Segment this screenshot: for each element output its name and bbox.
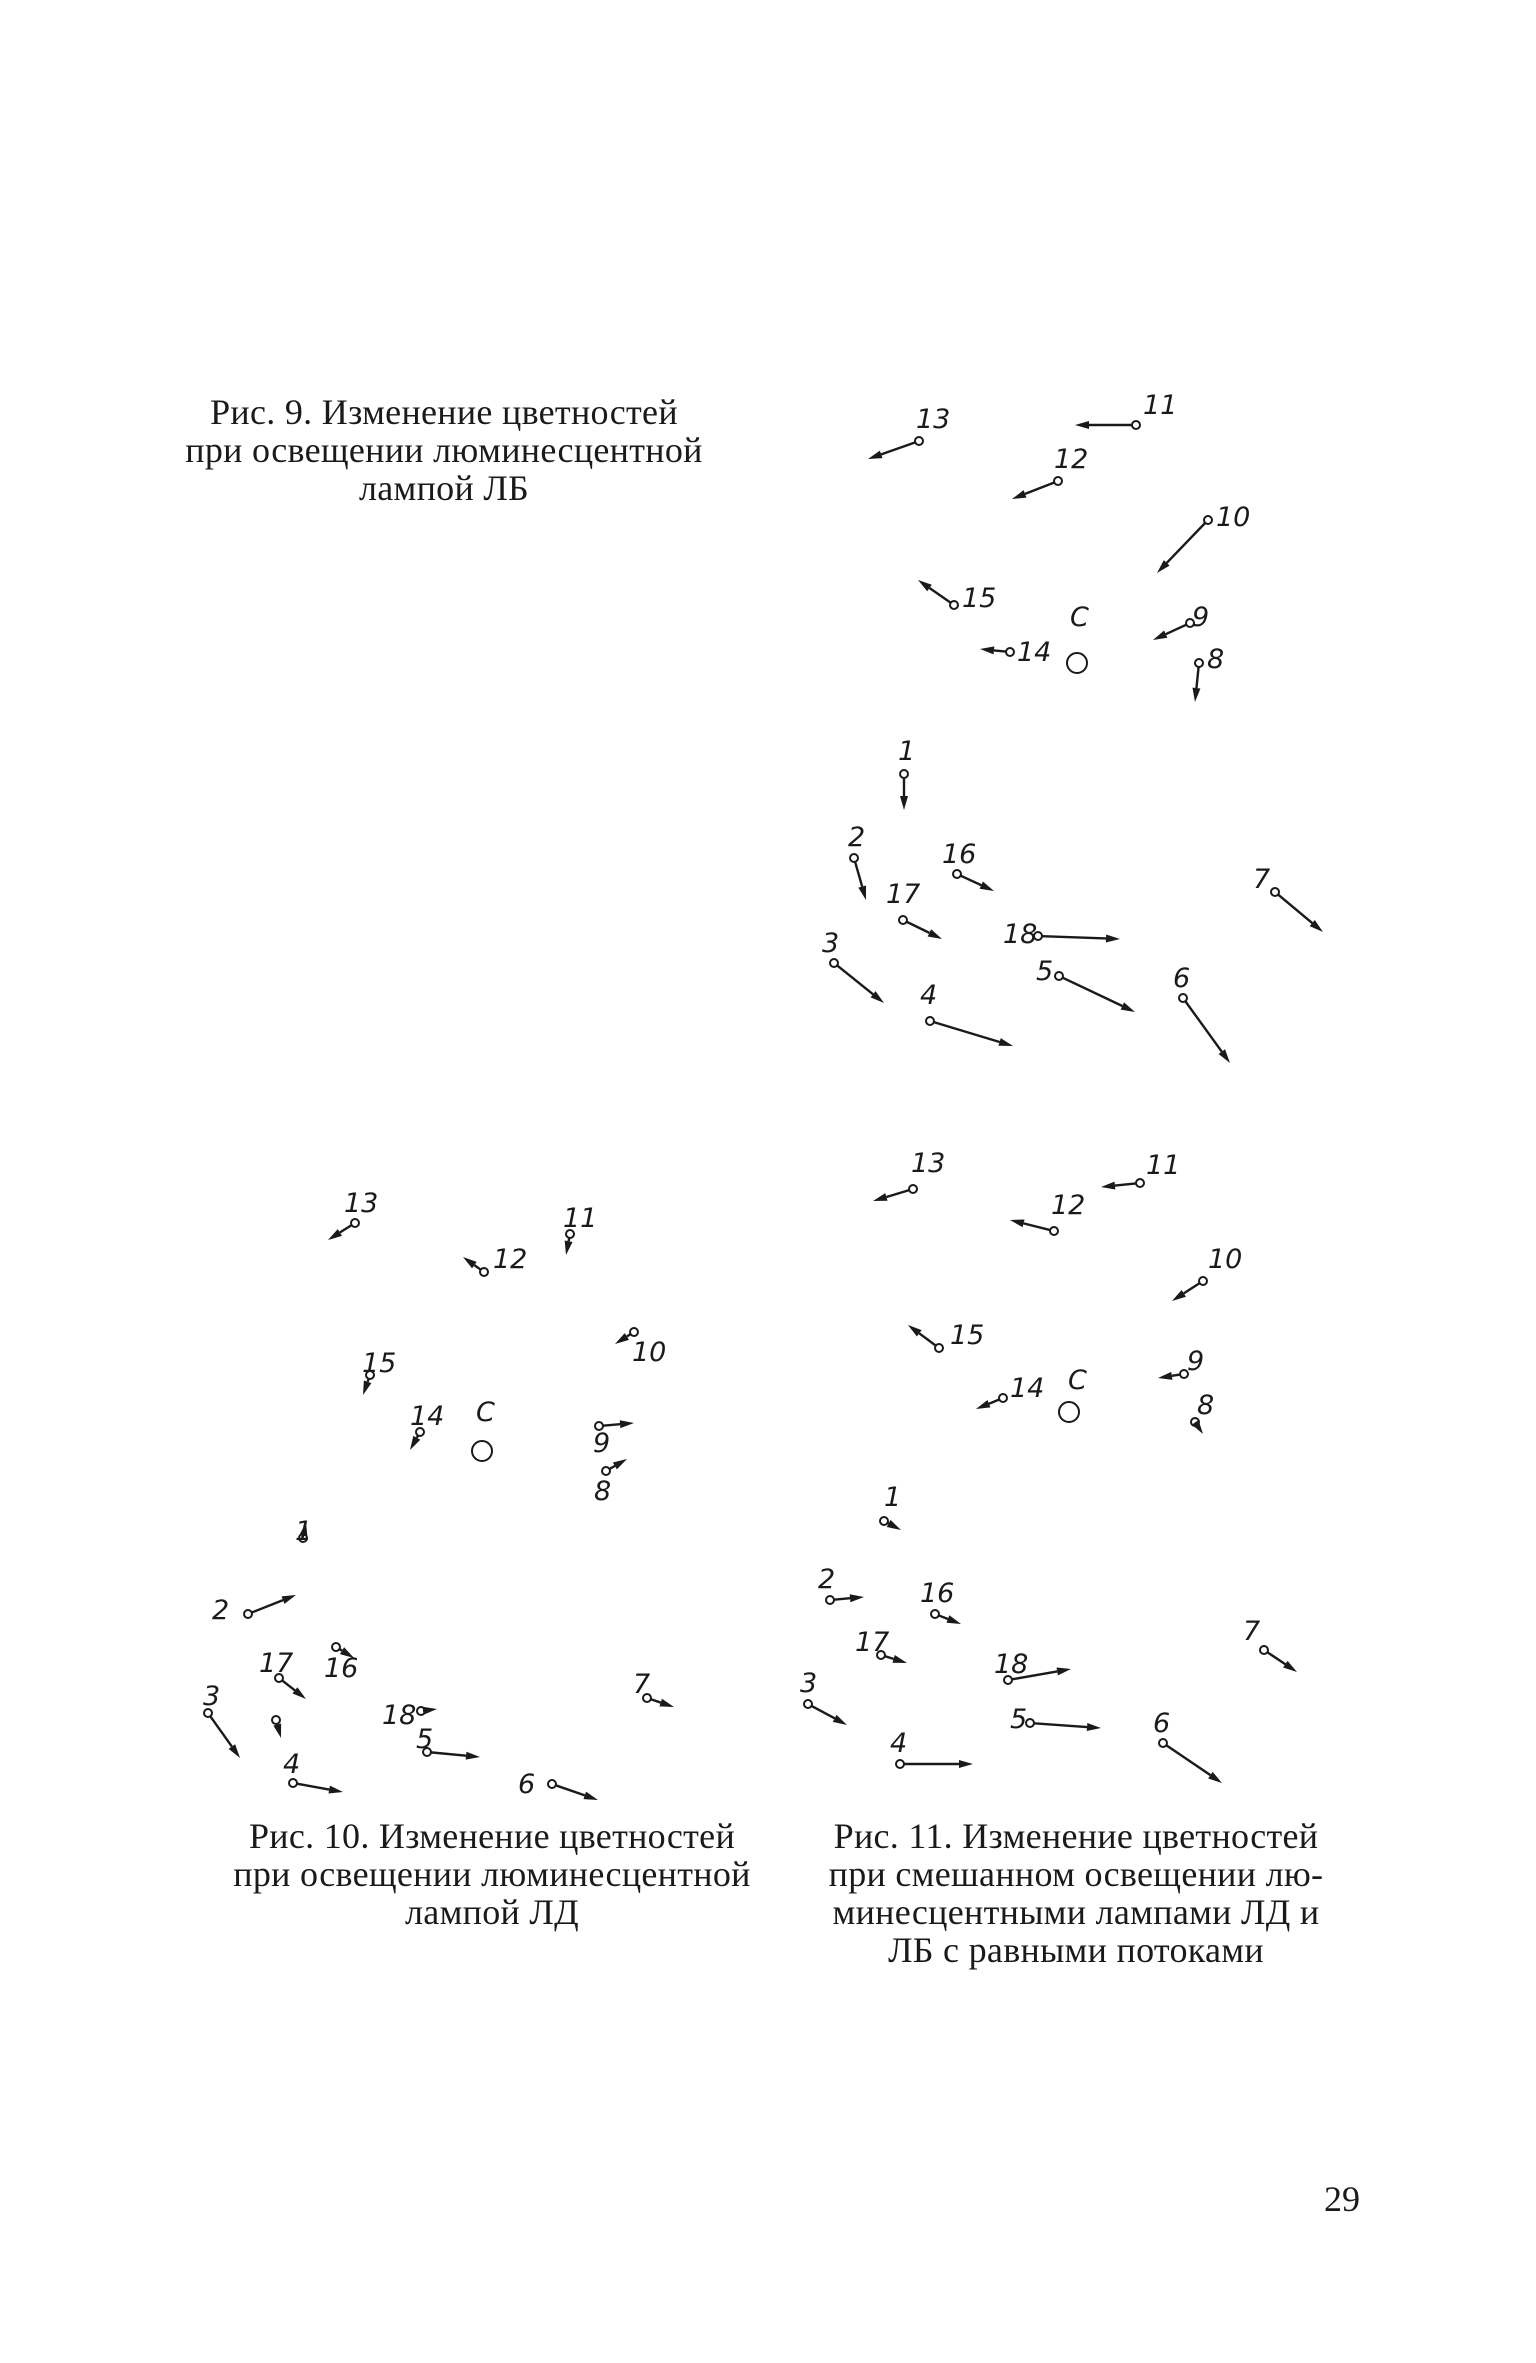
sample-start-point <box>1159 1739 1167 1747</box>
shift-vector-line <box>1115 1183 1136 1185</box>
caption-line: при освещении люминесцентной <box>233 1854 751 1894</box>
sample-start-point <box>880 1517 888 1525</box>
sample-label-13: 13 <box>344 1188 379 1219</box>
shift-vector-line <box>1267 1652 1285 1664</box>
sample-start-point <box>826 1596 834 1604</box>
sample-label-14: 14 <box>1010 1373 1045 1404</box>
caption-line: при освещении люминесцентной <box>185 430 703 470</box>
sample-label-1: 1 <box>884 1482 902 1513</box>
sample-label-6: 6 <box>1173 963 1191 994</box>
sample-label-15: 15 <box>962 583 997 614</box>
sample-start-point <box>1199 1277 1207 1285</box>
sample-label-10: 10 <box>1208 1244 1243 1275</box>
sample-label-1: 1 <box>898 736 916 767</box>
sample-label-8: 8 <box>594 1476 612 1507</box>
shift-vector-line <box>886 1190 909 1197</box>
sample-label-5: 5 <box>1010 1704 1028 1735</box>
sample-label-3: 3 <box>822 928 840 959</box>
shift-vector-line <box>1034 1723 1087 1727</box>
arrowhead <box>850 1594 864 1602</box>
sample-label-8: 8 <box>1197 1390 1215 1421</box>
sample-label-11: 11 <box>563 1203 598 1234</box>
arrowhead <box>1010 1220 1025 1228</box>
sample-label-14: 14 <box>1017 637 1052 668</box>
sample-label-6: 6 <box>518 1769 536 1800</box>
sample-label-17: 17 <box>855 1627 890 1658</box>
sample-start-point <box>804 1700 812 1708</box>
sample-label-7: 7 <box>1243 1616 1261 1647</box>
caption-line: ЛБ с равными потоками <box>888 1930 1264 1970</box>
page-number: 29 <box>1324 2179 1360 2219</box>
sample-start-point <box>1136 1179 1144 1187</box>
caption-line: Рис. 9. Изменение цветностей <box>210 392 678 432</box>
shift-vector-line <box>888 1523 889 1524</box>
white-point-label: C <box>476 1397 495 1428</box>
sample-label-10: 10 <box>632 1337 667 1368</box>
arrowhead <box>1087 1723 1101 1731</box>
caption-line: лампой ЛД <box>405 1892 579 1932</box>
white-point-label: C <box>1068 1365 1087 1396</box>
sample-label-2: 2 <box>818 1564 836 1595</box>
caption-line: лампой ЛБ <box>358 468 530 508</box>
shift-vector-line <box>1166 1745 1210 1775</box>
sample-start-point <box>935 1344 943 1352</box>
shift-vector-line <box>919 1333 936 1345</box>
sample-label-4: 4 <box>283 1749 301 1780</box>
sample-label-12: 12 <box>1054 444 1089 475</box>
white-point-label: C <box>1070 602 1089 633</box>
arrowhead <box>1101 1182 1115 1190</box>
sample-label-18: 18 <box>994 1649 1029 1680</box>
sample-label-17: 17 <box>886 879 921 910</box>
sample-start-point <box>931 1610 939 1618</box>
sample-label-6: 6 <box>1153 1708 1171 1739</box>
sample-label-8: 8 <box>1207 644 1225 675</box>
sample-label-2: 2 <box>848 822 866 853</box>
sample-start-point <box>999 1394 1007 1402</box>
caption-line: Рис. 11. Изменение цветностей <box>833 1816 1319 1856</box>
sample-label-10: 10 <box>1216 502 1251 533</box>
caption-line: при смешанном освещении лю- <box>828 1854 1324 1894</box>
sample-label-3: 3 <box>203 1681 221 1712</box>
arrowhead <box>1208 1772 1222 1783</box>
sample-label-15: 15 <box>362 1348 397 1379</box>
arrowhead <box>892 1655 907 1663</box>
sample-label-14: 14 <box>410 1401 445 1432</box>
sample-label-15: 15 <box>950 1320 985 1351</box>
sample-start-point <box>1050 1227 1058 1235</box>
sample-label-4: 4 <box>890 1728 908 1759</box>
sample-label-7: 7 <box>1253 864 1271 895</box>
sample-label-18: 18 <box>1003 919 1038 950</box>
sample-label-13: 13 <box>911 1148 946 1179</box>
shift-vector-line <box>834 1598 850 1599</box>
sample-start-point <box>1260 1646 1268 1654</box>
sample-label-12: 12 <box>1051 1190 1086 1221</box>
sample-start-point <box>1026 1719 1034 1727</box>
sample-label-18: 18 <box>382 1700 417 1731</box>
sample-label-9: 9 <box>1187 1346 1205 1377</box>
arrowhead <box>833 1715 847 1725</box>
sample-label-3: 3 <box>800 1668 818 1699</box>
sample-label-12: 12 <box>493 1244 528 1275</box>
sample-label-5: 5 <box>1036 956 1054 987</box>
white-point-marker <box>1059 1402 1079 1422</box>
sample-label-11: 11 <box>1143 390 1178 421</box>
arrowhead <box>1172 1290 1186 1301</box>
sample-label-7: 7 <box>633 1669 651 1700</box>
sample-label-16: 16 <box>920 1578 955 1609</box>
arrowhead <box>946 1615 961 1624</box>
sample-label-1: 1 <box>295 1516 313 1547</box>
arrowhead <box>959 1760 973 1768</box>
sample-start-point <box>896 1760 904 1768</box>
sample-label-4: 4 <box>920 980 938 1011</box>
shift-vector-line <box>1024 1223 1051 1230</box>
sample-label-5: 5 <box>416 1724 434 1755</box>
shift-vector-line <box>989 1400 999 1404</box>
sample-label-9: 9 <box>1192 602 1210 633</box>
shift-vector-line <box>1172 1375 1180 1376</box>
caption-line: минесцентными лампами ЛД и <box>832 1892 1320 1932</box>
caption-line: Рис. 10. Изменение цветностей <box>248 1816 736 1856</box>
shift-vector-line <box>939 1615 948 1619</box>
arrowhead <box>873 1193 888 1201</box>
shift-vector-line <box>812 1706 835 1718</box>
sample-label-17: 17 <box>259 1648 294 1679</box>
arrowhead <box>1158 1372 1172 1380</box>
shift-vector-line <box>1184 1283 1200 1293</box>
sample-label-16: 16 <box>942 839 977 870</box>
sample-start-point <box>909 1185 917 1193</box>
sample-label-9: 9 <box>593 1428 611 1459</box>
sample-label-16: 16 <box>324 1653 359 1684</box>
sample-label-13: 13 <box>916 404 951 435</box>
arrowhead <box>1283 1661 1297 1672</box>
arrowhead <box>976 1400 990 1409</box>
sample-label-2: 2 <box>212 1595 230 1626</box>
sample-label-11: 11 <box>1146 1150 1181 1181</box>
arrowhead <box>1057 1667 1071 1675</box>
